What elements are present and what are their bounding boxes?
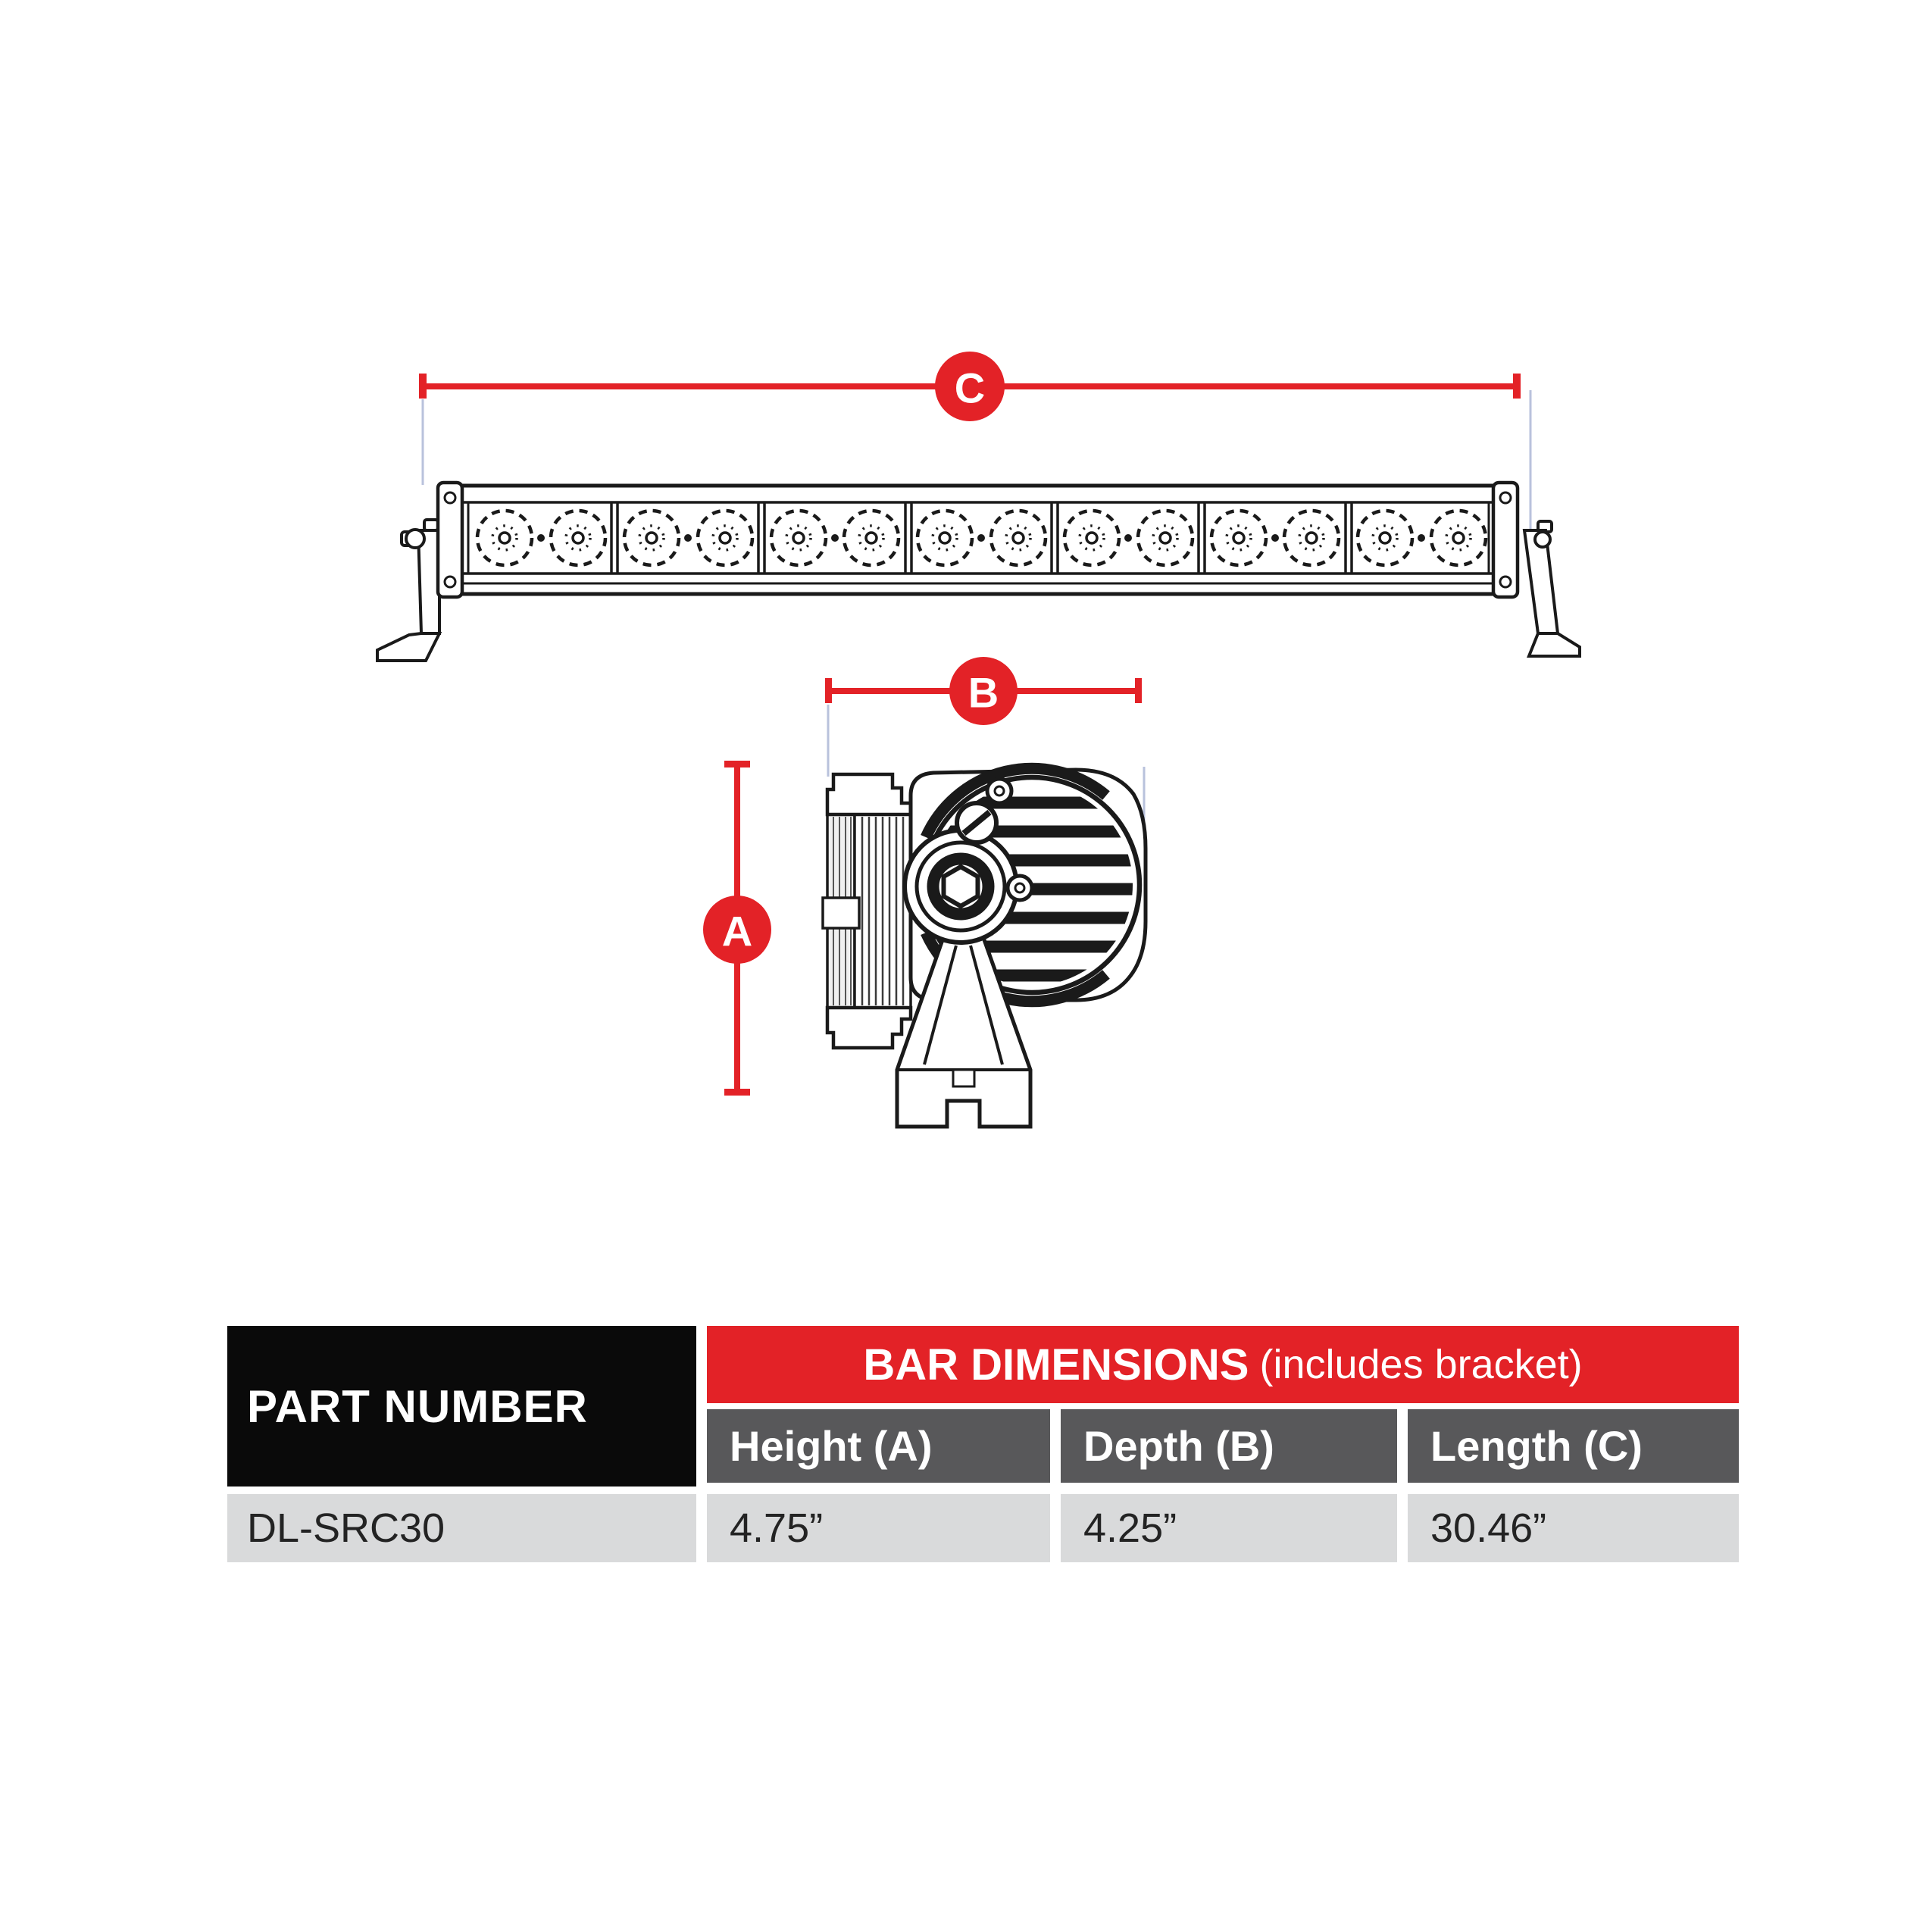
- c-dimension-line: [419, 352, 1521, 421]
- side-clamp-block: [823, 898, 859, 928]
- table-row-height: [707, 1494, 1050, 1562]
- column-header-height-label: Height (A): [730, 1422, 933, 1470]
- column-header-depth-label: Depth (B): [1083, 1422, 1274, 1470]
- a-badge-label: A: [721, 907, 753, 955]
- column-header-depth: [1061, 1409, 1397, 1483]
- depth-value: 4.25”: [1083, 1505, 1177, 1551]
- part-number-value: DL-SRC30: [247, 1505, 445, 1551]
- column-header-height: [707, 1409, 1050, 1483]
- light-bar-side-view: [823, 768, 1148, 1127]
- length-value: 30.46”: [1430, 1505, 1547, 1551]
- height-value: 4.75”: [730, 1505, 824, 1551]
- side-pivot-bolt: [905, 830, 1017, 943]
- b-badge-label: B: [968, 668, 999, 717]
- table-row-part-number: [227, 1494, 696, 1562]
- part-number-header-cell: [227, 1326, 696, 1487]
- b-dimension-line: [825, 657, 1142, 725]
- right-mounting-bracket: [1524, 521, 1580, 656]
- left-mounting-bracket: [377, 520, 439, 661]
- part-number-header-label: PART NUMBER: [247, 1380, 588, 1432]
- bar-dimensions-note: (includes bracket): [1259, 1342, 1583, 1387]
- bar-dimensions-title: BAR DIMENSIONS: [863, 1340, 1249, 1390]
- table-row-length: [1408, 1494, 1739, 1562]
- column-header-length-label: Length (C): [1430, 1422, 1643, 1470]
- a-dimension-line: [703, 761, 771, 1096]
- c-badge-label: C: [954, 364, 986, 412]
- table-row-depth: [1061, 1494, 1397, 1562]
- column-header-length: [1408, 1409, 1739, 1483]
- light-bar-front-view: [377, 483, 1580, 661]
- bar-dimensions-header-cell: [707, 1326, 1739, 1403]
